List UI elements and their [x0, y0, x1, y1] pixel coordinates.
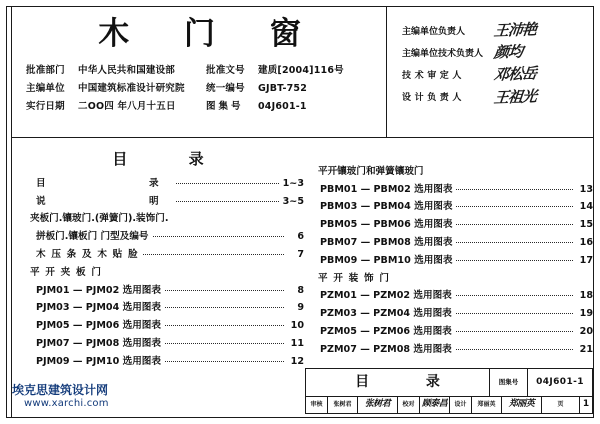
toc-leader-dots: [143, 254, 284, 255]
list-item[interactable]: [12, 299, 304, 317]
toc-entry-label: PZM03 — PZM04 选用图表: [320, 308, 452, 320]
toc-list-left: [12, 175, 304, 371]
toc-entry-label: 说 明: [36, 195, 172, 207]
list-item: [308, 163, 593, 181]
toc-leader-dots: [456, 224, 573, 225]
toc-leader-dots: [456, 189, 573, 190]
list-item[interactable]: [12, 335, 304, 353]
title-block-design-name: 郑丽英: [472, 397, 502, 413]
list-item[interactable]: [12, 282, 304, 300]
approval-doc-no-label: 批准文号: [206, 64, 245, 76]
list-item[interactable]: [308, 305, 593, 323]
toc-entry-label: 拼板门.镶板门 门型及编号: [36, 231, 149, 243]
toc-entry-label: PBM03 — PBM04 选用图表: [320, 201, 453, 213]
chief-editor-head-label: 主编单位负责人: [402, 26, 466, 37]
toc-entry-page: 12: [290, 355, 304, 367]
title-block-review-signature: 张树君: [358, 397, 398, 413]
toc-column-left: [12, 139, 304, 371]
table-of-contents: [12, 139, 593, 367]
toc-leader-dots: [165, 307, 284, 308]
toc-heading: 目 录: [112, 150, 232, 168]
toc-entry-page: 19: [579, 308, 593, 320]
toc-entry-page: 13: [579, 183, 593, 195]
list-item[interactable]: [308, 252, 593, 270]
toc-section-label: 平开镶玻门和弹簧镶玻门: [318, 165, 424, 177]
chief-editor-head-signature: 王沛艳: [493, 20, 538, 40]
toc-leader-dots: [456, 331, 573, 332]
unified-no-label: 统一编号: [206, 82, 245, 94]
list-item: [12, 211, 304, 229]
toc-entry-label: PZM07 — PZM08 选用图表: [320, 343, 452, 355]
design-head-signature: 王祖光: [493, 86, 538, 107]
table-row: [402, 65, 590, 87]
toc-leader-dots: [165, 325, 284, 326]
signature-table: [402, 21, 590, 110]
site-watermark: [12, 384, 162, 410]
list-item[interactable]: [12, 175, 304, 193]
toc-entry-label: PBM09 — PBM10 选用图表: [320, 254, 453, 266]
title-block-review-name: 张树君: [328, 397, 358, 413]
list-item[interactable]: [308, 199, 593, 217]
toc-entry-label: PZM05 — PZM06 选用图表: [320, 325, 452, 337]
list-item[interactable]: [308, 323, 593, 341]
list-item: [308, 270, 593, 288]
toc-leader-dots: [456, 206, 573, 207]
list-item[interactable]: [308, 234, 593, 252]
toc-entry-page: 14: [579, 201, 593, 213]
toc-entry-page: 1~3: [282, 177, 304, 189]
list-item: [12, 264, 304, 282]
toc-entry-label: 木 压 条 及 木 贴 脸: [36, 249, 139, 261]
toc-leader-dots: [456, 242, 573, 243]
toc-entry-label: 目 录: [36, 177, 172, 189]
toc-entry-page: 6: [297, 231, 304, 243]
table-row: [26, 61, 378, 79]
chief-editor-tech-head-label: 主编单位技术负责人: [402, 48, 484, 59]
toc-entry-label: PJM09 — PJM10 选用图表: [36, 355, 161, 367]
toc-entry-label: PBM01 — PBM02 选用图表: [320, 183, 453, 195]
design-head-label: 设计负责人: [402, 93, 466, 104]
drawing-title-block: [305, 368, 593, 414]
toc-leader-dots: [153, 236, 284, 237]
toc-entry-page: 3~5: [282, 195, 304, 207]
editor-unit-label: 主编单位: [26, 82, 65, 94]
toc-leader-dots: [456, 260, 573, 261]
page-title: 木 门 窗: [98, 16, 323, 52]
list-item[interactable]: [12, 193, 304, 211]
unified-no-value: GJBT-752: [258, 82, 308, 94]
header-band: [12, 7, 593, 138]
title-block-design-label: 设计: [450, 397, 472, 413]
toc-leader-dots: [456, 295, 573, 296]
approval-meta-table: [26, 61, 378, 116]
toc-entry-page: 9: [297, 302, 304, 314]
watermark-site-url: www.xarchi.com: [24, 398, 109, 409]
toc-section-label: 平 开 夹 板 门: [30, 266, 103, 278]
table-row: [402, 43, 590, 65]
effective-date-label: 实行日期: [26, 100, 65, 112]
toc-entry-label: PJM07 — PJM08 选用图表: [36, 337, 161, 349]
list-item[interactable]: [12, 228, 304, 246]
tech-approver-signature: 邓松岳: [493, 64, 538, 85]
atlas-no-label: 图集号: [206, 100, 244, 112]
toc-entry-page: 21: [579, 343, 593, 355]
editor-unit-value: 中国建筑标准设计研究院: [78, 82, 185, 94]
toc-entry-page: 10: [290, 320, 304, 332]
list-item[interactable]: [308, 216, 593, 234]
toc-section-label: 平 开 装 饰 门: [318, 272, 391, 284]
title-block-atlas-no-value: 04J601-1: [536, 377, 584, 387]
toc-leader-dots: [456, 349, 573, 350]
table-row: [402, 21, 590, 43]
toc-leader-dots: [165, 361, 284, 362]
list-item[interactable]: [12, 317, 304, 335]
toc-entry-label: PBM07 — PBM08 选用图表: [320, 237, 453, 249]
title-block-check-label: 校对: [398, 397, 420, 413]
toc-entry-label: PJM05 — PJM06 选用图表: [36, 320, 161, 332]
toc-leader-dots: [165, 290, 284, 291]
toc-leader-dots: [176, 183, 279, 184]
toc-leader-dots: [176, 201, 279, 202]
title-block-review-label: 审核: [306, 397, 328, 413]
title-block-page-value: 1: [582, 399, 590, 409]
list-item[interactable]: [12, 246, 304, 264]
header-signature-panel: [388, 7, 593, 137]
toc-entry-page: 8: [297, 284, 304, 296]
title-block-check-signature: 顾泰昌: [420, 397, 450, 413]
list-item[interactable]: [308, 341, 593, 359]
tech-approver-label: 技术审定人: [402, 70, 466, 81]
atlas-no-value: 04J601-1: [258, 100, 307, 112]
title-block-atlas-no-label: 图集号: [490, 369, 528, 396]
title-block-bottom-row: [306, 397, 592, 413]
toc-entry-page: 17: [579, 254, 593, 266]
effective-date-value: 二OO四 年八月十五日: [78, 100, 176, 112]
table-row: [26, 97, 378, 115]
toc-entry-label: PBM05 — PBM06 选用图表: [320, 219, 453, 231]
toc-list-right: [308, 163, 593, 359]
approval-doc-no-value: 建质[2004]116号: [258, 64, 344, 76]
table-row: [402, 88, 590, 110]
table-row: [26, 79, 378, 97]
toc-entry-page: 15: [579, 219, 593, 231]
title-block-design-signature: 郑丽英: [502, 397, 542, 413]
toc-entry-label: PJM03 — PJM04 选用图表: [36, 302, 161, 314]
header-left-panel: [12, 7, 387, 137]
toc-leader-dots: [165, 343, 284, 344]
toc-entry-page: 11: [290, 337, 304, 349]
watermark-site-name: 埃克思建筑设计网: [12, 383, 109, 397]
list-item[interactable]: [308, 287, 593, 305]
toc-entry-page: 7: [297, 249, 304, 261]
title-block-top-row: [306, 369, 592, 397]
toc-entry-page: 20: [579, 325, 593, 337]
toc-entry-page: 16: [579, 237, 593, 249]
list-item[interactable]: [308, 181, 593, 199]
toc-entry-label: PJM01 — PJM02 选用图表: [36, 284, 161, 296]
list-item[interactable]: [12, 353, 304, 371]
toc-column-right: [308, 139, 593, 359]
chief-editor-tech-head-signature: 颜均: [493, 42, 524, 62]
toc-leader-dots: [456, 313, 573, 314]
toc-section-label: 夹板门.镶玻门.(弹簧门).装饰门.: [30, 213, 169, 225]
toc-entry-label: PZM01 — PZM02 选用图表: [320, 290, 452, 302]
title-block-page-label: 页: [542, 397, 580, 413]
title-block-sheet-title: 目 录: [306, 369, 490, 396]
approval-dept-label: 批准部门: [26, 64, 65, 76]
approval-dept-value: 中华人民共和国建设部: [78, 64, 176, 76]
toc-entry-page: 18: [579, 290, 593, 302]
